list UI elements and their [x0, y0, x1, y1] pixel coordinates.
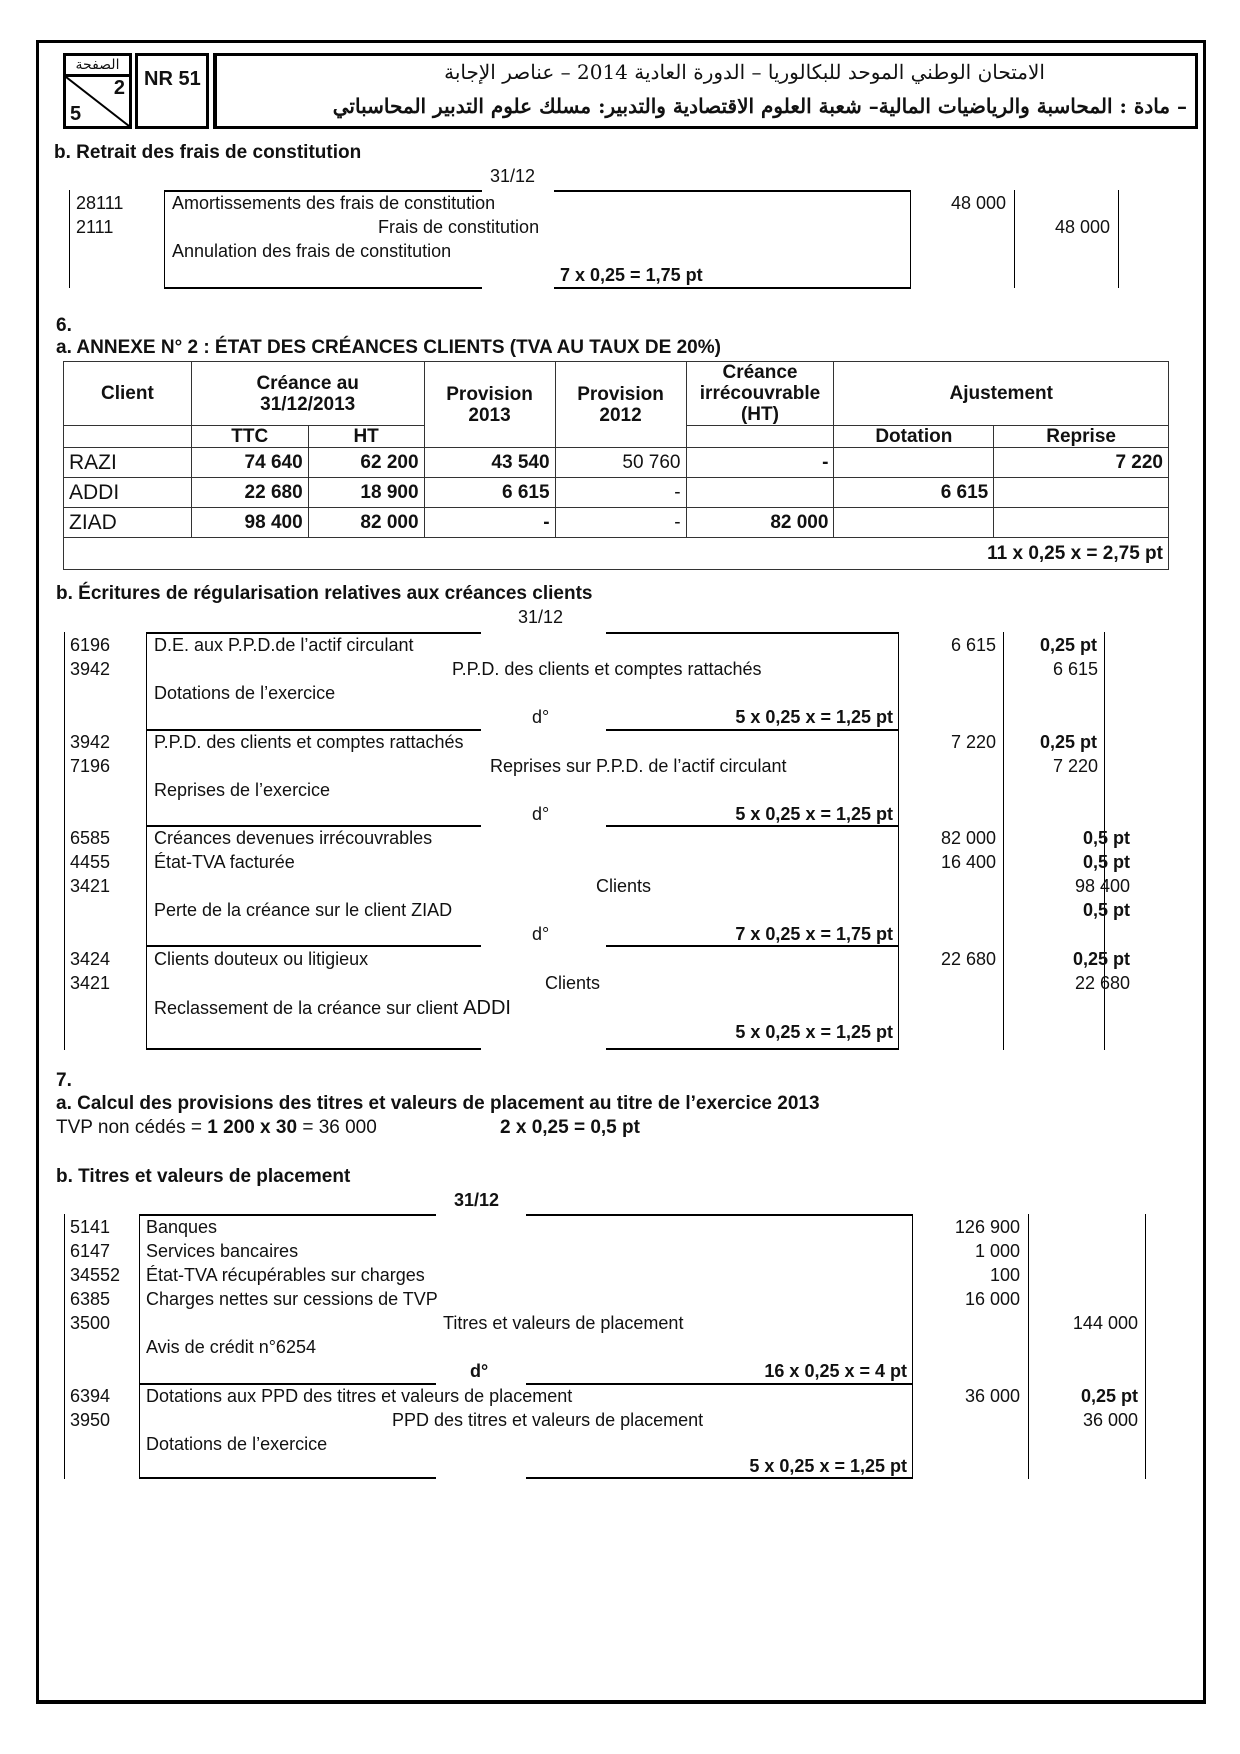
account-number: 6585	[70, 828, 111, 848]
exam-title-box	[213, 53, 1198, 129]
cell-prov2012: -	[555, 508, 686, 538]
cell-ht: 18 900	[308, 478, 424, 508]
col-client: Client	[64, 362, 192, 426]
table-row	[64, 478, 1169, 508]
account-number: 3421	[70, 876, 111, 896]
ditto-mark: d°	[532, 924, 550, 944]
line-score: 0,5 pt	[1082, 852, 1130, 872]
entry-narration: Dotations de l’exercice	[146, 1434, 328, 1454]
section-7b-title: b. Titres et valeurs de placement	[56, 1166, 351, 1187]
account-number: 3942	[70, 659, 111, 679]
section-6b-title: b. Écritures de régularisation relatives aux créances clients	[56, 583, 593, 604]
account-number: 7196	[70, 756, 111, 776]
account-number: 34552	[70, 1265, 121, 1285]
cell-reprise	[994, 508, 1169, 538]
account-label: PPD des titres et valeurs de placement	[392, 1410, 704, 1430]
section-7a-title: a. Calcul des provisions des titres et valeurs de placement au titre de l’exercice 2013	[56, 1093, 820, 1114]
col-creance-irrecouvrable: Créance irrécouvrable (HT)	[686, 362, 834, 426]
exam-header	[63, 53, 1198, 129]
cell-ht: 62 200	[308, 448, 424, 478]
page-total: 5	[70, 103, 82, 125]
col-provision-2013: Provision 2013	[424, 362, 555, 448]
cell-prov2013: -	[424, 508, 555, 538]
account-label: Banques	[146, 1217, 218, 1237]
ditto-mark: d°	[470, 1361, 489, 1381]
journal-date: 31/12	[454, 1190, 500, 1210]
account-number: 28111	[76, 193, 124, 213]
table-row	[64, 508, 1169, 538]
line-score: 0,25 pt	[1080, 1386, 1138, 1406]
debit-amount: 22 680	[940, 949, 996, 969]
col-irrecouvrable-spacer	[686, 426, 834, 448]
account-label: P.P.D. des clients et comptes rattachés	[452, 659, 762, 679]
account-label: État-TVA facturée	[154, 852, 295, 872]
col-provision-2012: Provision 2012	[555, 362, 686, 448]
debit-amount: 126 900	[954, 1217, 1020, 1237]
cell-reprise	[994, 478, 1169, 508]
cell-dotation	[834, 448, 994, 478]
credit-amount: 98 400	[1074, 876, 1130, 896]
account-label: Créances devenues irrécouvrables	[154, 828, 433, 848]
account-label: Amortissements des frais de constitution	[172, 193, 496, 213]
line-score: 0,5 pt	[1082, 900, 1130, 920]
debit-amount: 16 000	[964, 1289, 1020, 1309]
tvp-calculation: TVP non cédés = 1 200 x 30 = 36 000	[56, 1117, 377, 1138]
account-label: État-TVA récupérables sur charges	[146, 1265, 425, 1285]
journal-date: 31/12	[490, 166, 536, 186]
account-number: 3950	[70, 1410, 111, 1430]
account-number: 6147	[70, 1241, 111, 1261]
col-ttc: TTC	[191, 426, 308, 448]
calc-formula: 1 200 x 30	[207, 1117, 298, 1138]
cell-prov2012: 50 760	[555, 448, 686, 478]
entry-score: 16 x 0,25 x = 4 pt	[764, 1361, 907, 1381]
col-dotation: Dotation	[834, 426, 994, 448]
credit-amount: 144 000	[1072, 1313, 1138, 1333]
credit-amount: 48 000	[1054, 217, 1110, 237]
entry-narration: Perte de la créance sur le client ZIAD	[154, 900, 453, 920]
section-7-number: 7.	[56, 1070, 72, 1091]
debit-amount: 36 000	[964, 1386, 1020, 1406]
line-score: 0,25 pt	[1040, 635, 1098, 655]
col-creance: Créance au 31/12/2013	[191, 362, 424, 426]
account-number: 2111	[76, 217, 114, 237]
credit-amount: 7 220	[1052, 756, 1098, 776]
entry-score: 5 x 0,25 x = 1,25 pt	[735, 804, 893, 824]
cell-ht: 82 000	[308, 508, 424, 538]
ditto-mark: d°	[532, 707, 550, 727]
cell-client: ADDI	[64, 478, 192, 508]
journal-date: 31/12	[518, 607, 564, 627]
exam-title-line2: – مادة : المحاسبة والرياضيات المالية– شعبة العلوم الاقتصادية والتدبير: مسلك علوم التدبير المحاسباتي	[332, 94, 1187, 118]
page-current: 2	[113, 77, 125, 99]
credit-amount: 36 000	[1082, 1410, 1138, 1430]
col-ajustement: Ajustement	[834, 362, 1169, 426]
cell-client: RAZI	[64, 448, 192, 478]
page-label: الصفحة	[66, 56, 129, 77]
page-number-box	[63, 53, 132, 129]
line-score: 0,25 pt	[1072, 949, 1130, 969]
account-label: Reprises sur P.P.D. de l’actif circulant	[490, 756, 787, 776]
cell-prov2012: -	[555, 478, 686, 508]
debit-amount: 7 220	[950, 732, 996, 752]
line-score: 0,5 pt	[1082, 828, 1130, 848]
cell-dotation: 6 615	[834, 478, 994, 508]
debit-amount: 1 000	[974, 1241, 1020, 1261]
entry-narration: Reclassement de la créance sur client ADDI	[154, 997, 511, 1019]
creances-clients-table	[63, 361, 1169, 570]
entry-score: 7 x 0,25 x = 1,75 pt	[735, 924, 893, 944]
account-number: 5141	[70, 1217, 111, 1237]
table-row	[64, 448, 1169, 478]
account-label: Clients douteux ou litigieux	[154, 949, 369, 969]
cell-client: ZIAD	[64, 508, 192, 538]
entry-narration: Avis de crédit n°6254	[146, 1337, 316, 1357]
account-number: 3500	[70, 1313, 111, 1333]
cell-ttc: 22 680	[191, 478, 308, 508]
cell-irrecouvrable: -	[686, 448, 834, 478]
cell-prov2013: 6 615	[424, 478, 555, 508]
debit-amount: 6 615	[950, 635, 996, 655]
col-client-spacer	[64, 426, 192, 448]
account-label: Titres et valeurs de placement	[443, 1313, 684, 1333]
col-reprise: Reprise	[994, 426, 1169, 448]
account-number: 6196	[70, 635, 111, 655]
account-label: Clients	[545, 973, 601, 993]
entry-narration: Dotations de l’exercice	[154, 683, 336, 703]
debit-amount: 82 000	[940, 828, 996, 848]
account-number: 3942	[70, 732, 111, 752]
debit-amount: 16 400	[940, 852, 996, 872]
account-label: P.P.D. des clients et comptes rattachés	[154, 732, 464, 752]
cell-ttc: 74 640	[191, 448, 308, 478]
entry-score: 5 x 0,25 x = 1,25 pt	[735, 707, 893, 727]
ditto-mark: d°	[532, 804, 550, 824]
cell-ttc: 98 400	[191, 508, 308, 538]
account-label: Dotations aux PPD des titres et valeurs de placement	[146, 1386, 573, 1406]
table-score: 11 x 0,25 x = 2,75 pt	[64, 538, 1169, 570]
account-number: 6385	[70, 1289, 111, 1309]
debit-amount: 100	[989, 1265, 1020, 1285]
cell-irrecouvrable: 82 000	[686, 508, 834, 538]
entry-narration: Reprises de l’exercice	[154, 780, 331, 800]
section-6-number: 6.	[56, 315, 72, 336]
exam-title-line1: الامتحان الوطني الموحد للبكالوريا – الدورة العادية 2014 – عناصر الإجابة	[444, 60, 1045, 84]
cell-reprise: 7 220	[994, 448, 1169, 478]
exam-code: NR 51	[135, 53, 209, 129]
account-label: Charges nettes sur cessions de TVP	[146, 1289, 438, 1309]
entry-score: 5 x 0,25 x = 1,25 pt	[735, 1022, 893, 1042]
entry-score: 5 x 0,25 x = 1,25 pt	[749, 1456, 907, 1476]
cell-dotation	[834, 508, 994, 538]
section-5b-title: b. Retrait des frais de constitution	[54, 142, 362, 163]
account-label: Services bancaires	[146, 1241, 299, 1261]
debit-amount: 48 000	[950, 193, 1006, 213]
account-label: Clients	[596, 876, 652, 896]
cell-irrecouvrable	[686, 478, 834, 508]
account-number: 6394	[70, 1386, 111, 1406]
account-number: 3421	[70, 973, 111, 993]
cell-prov2013: 43 540	[424, 448, 555, 478]
credit-amount: 6 615	[1052, 659, 1098, 679]
entry-narration: Annulation des frais de constitution	[172, 241, 452, 261]
line-score: 0,25 pt	[1040, 732, 1098, 752]
calc-score: 2 x 0,25 = 0,5 pt	[500, 1117, 640, 1138]
calc-result: = 36 000	[297, 1117, 377, 1138]
account-number: 4455	[70, 852, 111, 872]
col-ht: HT	[308, 426, 424, 448]
account-label: Frais de constitution	[378, 217, 540, 237]
entry-score: 7 x 0,25 = 1,75 pt	[560, 265, 703, 285]
credit-amount: 22 680	[1074, 973, 1130, 993]
client-name: ADDI	[463, 997, 511, 1019]
account-label: D.E. aux P.P.D.de l’actif circulant	[154, 635, 414, 655]
section-6a-title: a. ANNEXE N° 2 : ÉTAT DES CRÉANCES CLIENTS (TVA AU TAUX DE 20%)	[56, 337, 721, 358]
account-number: 3424	[70, 949, 111, 969]
